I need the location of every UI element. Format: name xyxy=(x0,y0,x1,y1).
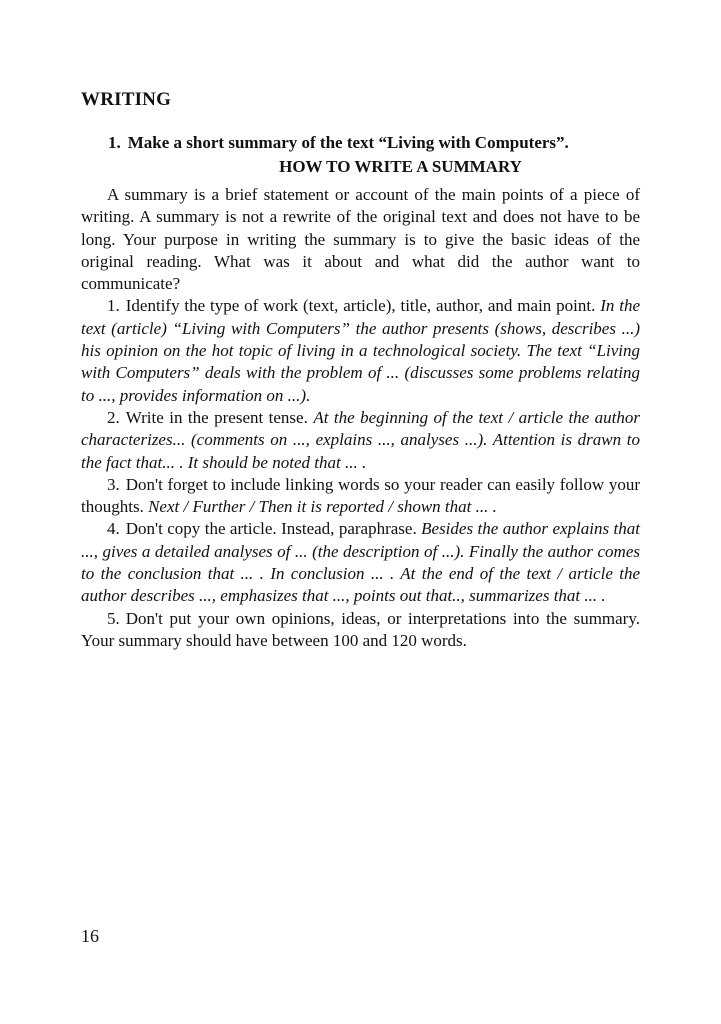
step-instruction: Don't copy the article. Instead, paraphrase. xyxy=(125,519,417,539)
step-number: 3. xyxy=(107,474,120,494)
summary-subheading: HOW TO WRITE A SUMMARY xyxy=(279,157,522,176)
task-instruction xyxy=(108,133,569,153)
step-example: In the text (article) “Living with Computers” the author presents (shows, describes ...) his opinion on the hot topic of living in a technological society. The text “Living with Computers” deals with the problem of ... (discusses some problems relating to ..., provides information on ...). xyxy=(81,296,640,405)
step-paragraph-5 xyxy=(81,608,640,653)
step-number: 4. xyxy=(107,519,120,539)
step-instruction: Don't put your own opinions, ideas, or interpretations into the summary. Your summary should have between 100 and 120 words. xyxy=(81,608,640,650)
task-number: 1. xyxy=(108,133,121,152)
step-instruction: Identify the type of work (text, article), title, author, and main point. xyxy=(125,296,596,316)
step-number: 2. xyxy=(107,407,120,427)
summary-guide-body xyxy=(81,184,640,652)
step-example: Besides the author explains that ..., gives a detailed analyses of ... (the description of ...). Finally the author comes to the conclusion that ... . In conclusion ... . At the end of the text / article the author describes ..., emphasizes that ..., points out that.., summarizes that ... . xyxy=(81,519,640,606)
step-number: 1. xyxy=(107,296,120,316)
task-text: Make a short summary of the text “Living with Computers”. xyxy=(127,133,569,152)
step-paragraph-1 xyxy=(81,295,640,406)
step-example: Next / Further / Then it is reported / shown that ... . xyxy=(148,497,497,517)
step-example: At the beginning of the text / article the author characterizes... (comments on ..., explains ..., analyses ...). Attention is drawn to the fact that... . It should be noted that ... . xyxy=(81,407,641,472)
step-paragraph-3 xyxy=(81,474,640,519)
step-paragraph-4 xyxy=(81,518,640,607)
step-instruction: Write in the present tense. xyxy=(125,407,308,427)
page-number: 16 xyxy=(81,926,99,946)
section-heading: WRITING xyxy=(81,89,172,110)
step-number: 5. xyxy=(107,608,120,628)
intro-paragraph: A summary is a brief statement or account of the main points of a piece of writing. A summary is not a rewrite of the original text and does not have to be long. Your purpose in writing the summary is to give the basic ideas of the original reading. What was it about and what did the author want to communicate? xyxy=(81,185,640,294)
step-instruction: Don't forget to include linking words so your reader can easily follow your thoughts. xyxy=(81,474,640,517)
step-paragraph-2 xyxy=(81,407,640,474)
